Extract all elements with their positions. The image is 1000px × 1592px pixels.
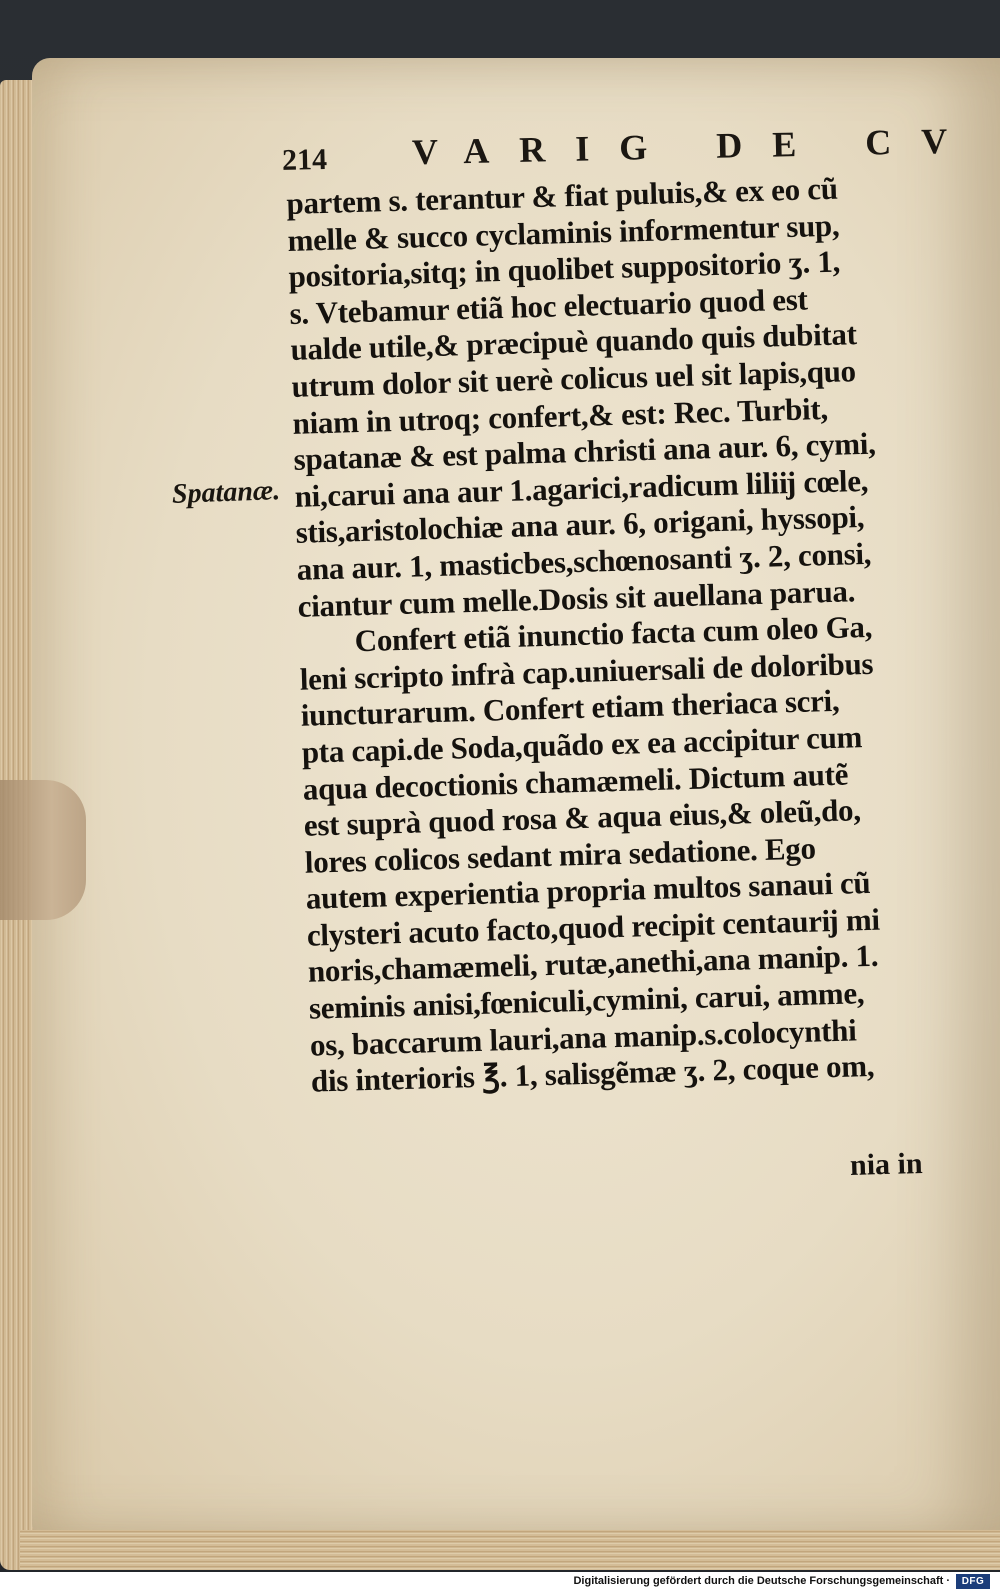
text-line: spatanæ & est palma christi ana aur. 6, cymi, bbox=[293, 425, 877, 478]
footer-bar bbox=[0, 1572, 1000, 1592]
text-line: pta capi.de Soda,quãdo ex ea accipitur cum bbox=[301, 719, 863, 770]
text-line: dis interioris ℥. 1, salisgẽmæ ʒ. 2, coque om, bbox=[310, 1048, 875, 1099]
bottom-page-edges bbox=[20, 1530, 1000, 1570]
text-line: noris,chamæmeli, rutæ,anethi,ana manip. 1. bbox=[307, 938, 879, 990]
text-line: iuncturarum. Confert etiam theriaca scri, bbox=[300, 683, 840, 734]
text-line: utrum dolor sit uerè colicus uel sit lapis,quo bbox=[291, 353, 857, 404]
text-line: stis,aristolochiæ ana aur. 6, origani, hyssopi, bbox=[295, 499, 865, 551]
text-line: clysteri acuto facto,quod recipit centaurĳ mi bbox=[306, 901, 881, 953]
thumb-tab bbox=[0, 780, 86, 920]
page-number: 214 bbox=[281, 142, 328, 177]
text-line: lores colicos sedant mira sedatione. Ego bbox=[304, 830, 817, 880]
catchword: nia in bbox=[849, 1146, 923, 1183]
text-line: ciantur cum melle.Dosis sit auellana parua. bbox=[297, 572, 856, 624]
text-line: ni,carui ana aur 1.agarici,radicum liliĳ cœle, bbox=[294, 462, 869, 514]
text-line: Confert etiã inunctio facta cum oleo Ga, bbox=[354, 608, 873, 659]
body-text bbox=[286, 168, 971, 1101]
text-line: est suprà quod rosa & aqua eius,& oleũ,do, bbox=[303, 792, 862, 843]
text-line: seminis anisi,fœniculi,cymini, carui, amme, bbox=[308, 975, 865, 1026]
text-line: melle & succo cyclaminis informentur sup, bbox=[287, 207, 840, 258]
margin-note: Spatanæ. bbox=[171, 475, 281, 510]
text-line: niam in utroq; confert,& est: Rec. Turbit, bbox=[292, 390, 829, 441]
text-line: os, baccarum lauri,ana manip.s.colocynthi bbox=[309, 1012, 857, 1063]
text-line: ualde utile,& præcipuè quando quis dubitat bbox=[290, 316, 858, 368]
text-line: s. Vtebamur etiã hoc electuario quod est bbox=[289, 281, 808, 331]
text-line: positoria,sitq; in quolibet suppositorio ʒ. 1, bbox=[288, 243, 841, 295]
text-line: aqua decoctionis chamæmeli. Dictum autẽ bbox=[302, 756, 849, 807]
text-line: leni scripto infrà cap.uniuersali de doloribus bbox=[299, 645, 874, 697]
funding-credit: Digitalisierung gefördert durch die Deutsche Forschungsgemeinschaft · bbox=[573, 1575, 950, 1587]
running-head: VARIG DE CV bbox=[411, 120, 978, 173]
text-line: ana aur. 1, masticbes,schœnosanti ʒ. 2, consi, bbox=[296, 535, 872, 587]
dfg-logo: DFG bbox=[956, 1574, 990, 1589]
text-line: partem s. terantur & fiat puluis,& ex eo cũ bbox=[286, 170, 839, 221]
text-line: autem experientia propria multos sanaui cũ bbox=[305, 865, 871, 916]
